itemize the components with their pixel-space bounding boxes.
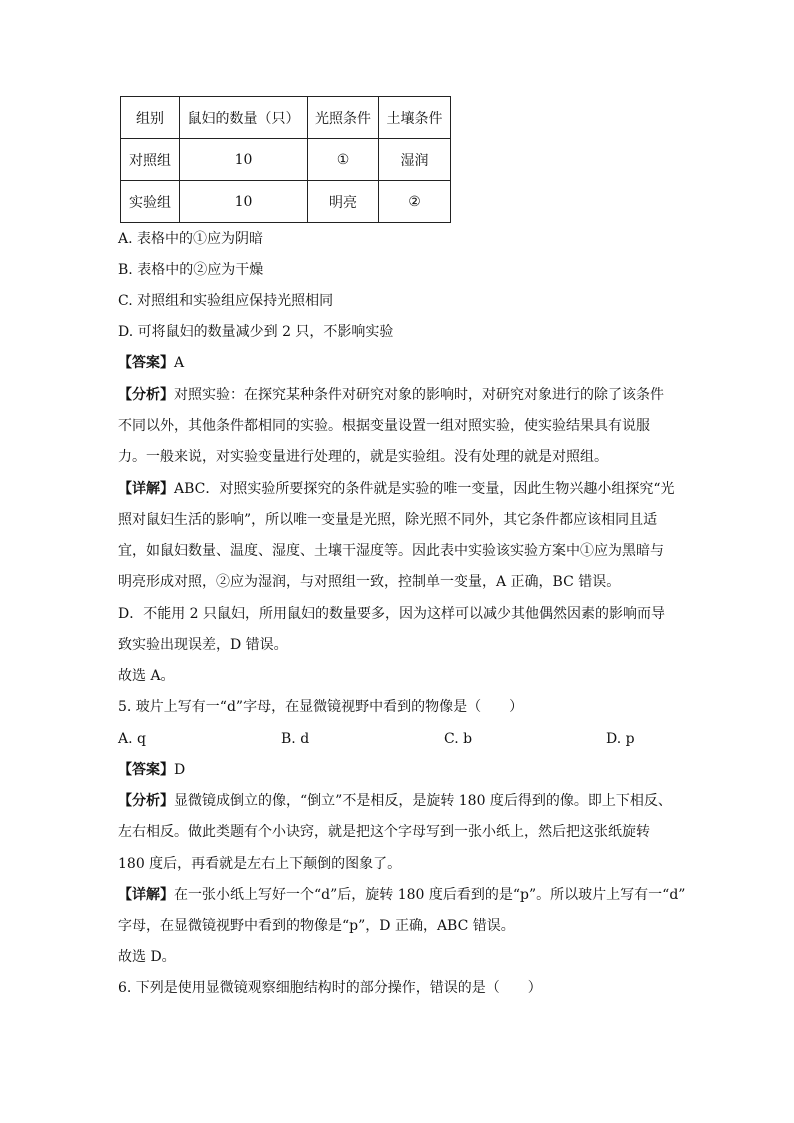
- table-cell: 湿润: [379, 139, 451, 181]
- analysis-text: 显微镜成倒立的像，“倒立”不是相反，是旋转 180 度后得到的像。即上下相反、: [174, 793, 672, 809]
- detail-tag: 【详解】: [118, 887, 174, 903]
- q5-option-b: B. d: [281, 731, 310, 747]
- table-header-row: [121, 97, 451, 139]
- table-header-cell: 土壤条件: [379, 97, 451, 139]
- answer-value: D: [174, 762, 186, 778]
- q4-conclusion: 故选 A。: [118, 668, 175, 684]
- table-row: [121, 139, 451, 181]
- table-cell: ①: [308, 139, 379, 181]
- q4-detail-line: 致实验出现误差，D 错误。: [118, 637, 288, 653]
- detail-text: 在一张小纸上写好一个“d”后，旋转 180 度后看到的是“p”。所以玻片上写有一“d”: [174, 887, 686, 903]
- table-cell: 10: [180, 139, 308, 181]
- table-row: [121, 181, 451, 223]
- q4-analysis-line: [118, 385, 664, 405]
- q4-option-b: B. 表格中的②应为干燥: [118, 262, 264, 278]
- q5-answer: [118, 760, 185, 780]
- q5-option-d: D. p: [606, 731, 635, 747]
- table-cell: 实验组: [121, 181, 180, 223]
- table-cell: 对照组: [121, 139, 180, 181]
- q6-question: 6. 下列是使用显微镜观察细胞结构时的部分操作，错误的是（ ）: [118, 980, 542, 996]
- q5-analysis-line: 左右相反。做此类题有个小诀窍，就是把这个字母写到一张小纸上，然后把这张纸旋转: [118, 824, 650, 840]
- q4-detail-line: 宜，如鼠妇数量、温度、湿度、土壤干湿度等。因此表中实验该实验方案中①应为黑暗与: [118, 543, 664, 559]
- q4-detail-line: 明亮形成对照，②应为湿润，与对照组一致，控制单一变量，A 正确，BC 错误。: [118, 574, 621, 590]
- experiment-table: [120, 96, 451, 223]
- answer-tag: 【答案】: [118, 355, 174, 371]
- q4-option-c: C. 对照组和实验组应保持光照相同: [118, 293, 334, 309]
- table-cell: 明亮: [308, 181, 379, 223]
- q4-option-a: A. 表格中的①应为阴暗: [118, 231, 264, 247]
- q5-analysis-line: [118, 791, 672, 811]
- detail-text: ABC．对照实验所要探究的条件就是实验的唯一变量，因此生物兴趣小组探究“光: [174, 481, 675, 497]
- q4-detail-line: [118, 479, 675, 499]
- table-cell: 10: [180, 181, 308, 223]
- q5-conclusion: 故选 D。: [118, 949, 176, 965]
- q5-analysis-line: 180 度后，再看就是左右上下颠倒的图象了。: [118, 856, 402, 872]
- q4-analysis-line: 不同以外，其他条件都相同的实验。根据变量设置一组对照实验，使实验结果具有说服: [118, 418, 650, 434]
- table-cell: ②: [379, 181, 451, 223]
- q4-analysis-line: 力。一般来说，对实验变量进行处理的，就是实验组。没有处理的就是对照组。: [118, 449, 608, 465]
- q4-detail-line: 照对鼠妇生活的影响”，所以唯一变量是光照，除光照不同外，其它条件都应该相同且适: [118, 512, 658, 528]
- answer-tag: 【答案】: [118, 762, 174, 778]
- q5-option-a: A. q: [118, 731, 146, 747]
- q5-detail-line: 字母，在显微镜视野中看到的物像是“p”，D 正确，ABC 错误。: [118, 918, 515, 934]
- q5-option-c: C. b: [444, 731, 473, 747]
- table-header-cell: 光照条件: [308, 97, 379, 139]
- q5-question: 5. 玻片上写有一“d”字母，在显微镜视野中看到的物像是（ ）: [118, 699, 524, 715]
- analysis-tag: 【分析】: [118, 793, 174, 809]
- answer-value: A: [174, 355, 185, 371]
- detail-tag: 【详解】: [118, 481, 174, 497]
- q4-detail-line: D．不能用 2 只鼠妇，所用鼠妇的数量要多，因为这样可以减少其他偶然因素的影响而导: [118, 606, 666, 622]
- q5-detail-line: [118, 885, 685, 905]
- analysis-tag: 【分析】: [118, 387, 174, 403]
- table-header-cell: 鼠妇的数量（只）: [180, 97, 308, 139]
- table-header-cell: 组别: [121, 97, 180, 139]
- q4-answer: [118, 353, 184, 373]
- q4-option-d: D. 可将鼠妇的数量减少到 2 只，不影响实验: [118, 324, 394, 340]
- analysis-text: 对照实验：在探究某种条件对研究对象的影响时，对研究对象进行的除了该条件: [174, 387, 664, 403]
